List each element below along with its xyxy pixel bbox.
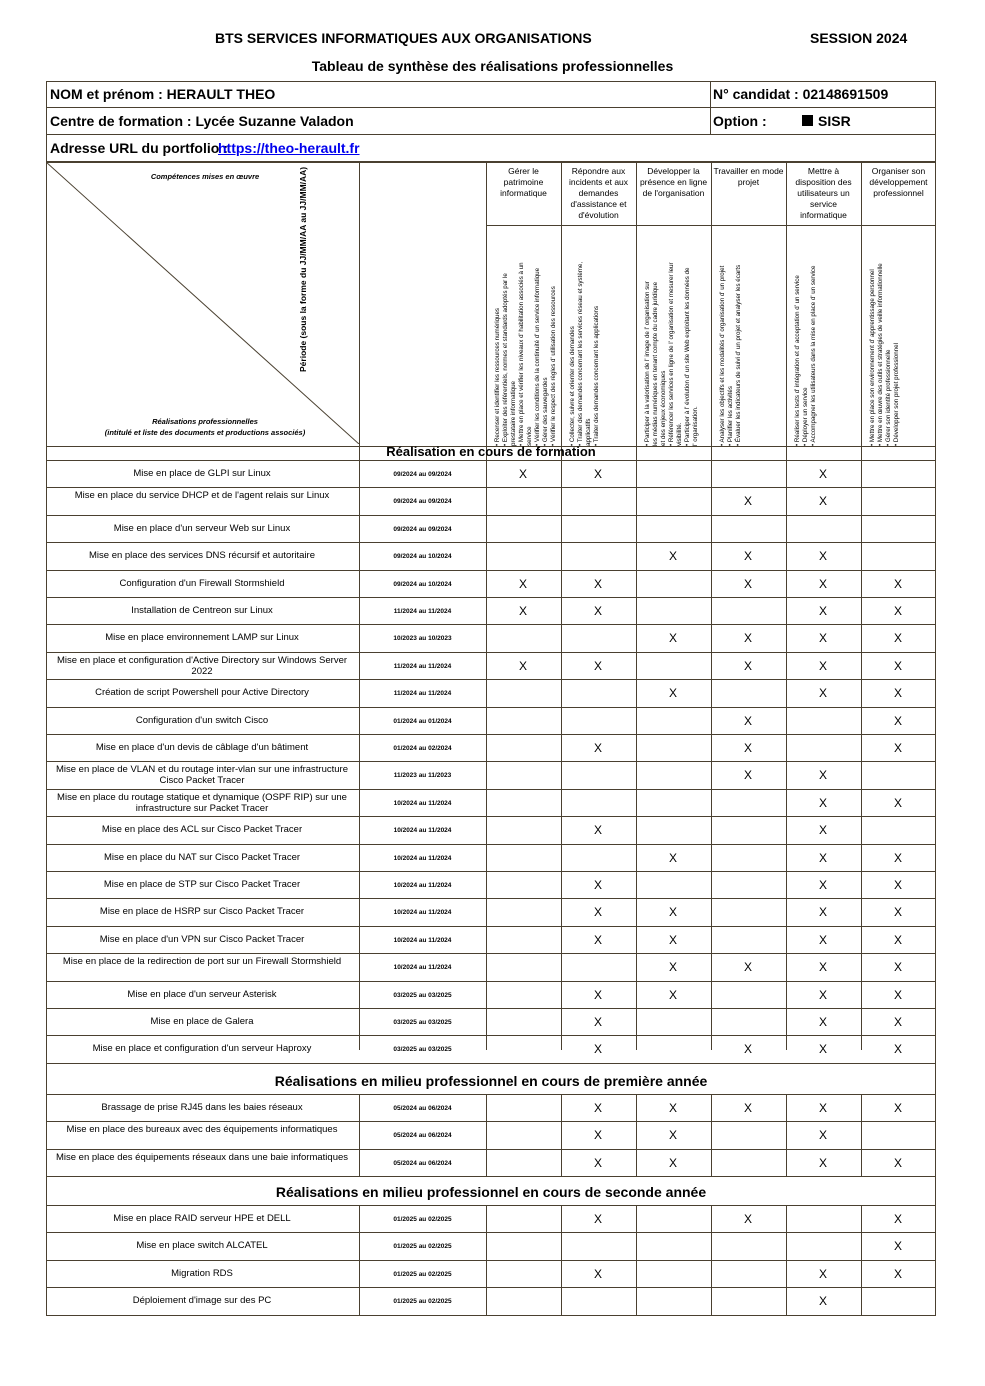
x-mark: X	[743, 549, 752, 564]
x-mark: X	[668, 549, 677, 564]
option-label: Option :	[713, 113, 767, 129]
row-label: Mise en place de GLPI sur Linux	[133, 468, 271, 479]
competence-title: Mettre à disposition des utilisateurs un service informatique	[795, 166, 852, 220]
row-period: 05/2024 au 06/2024	[393, 1132, 452, 1140]
row-line	[46, 816, 936, 817]
row-period: 05/2024 au 06/2024	[393, 1104, 452, 1112]
row-label: Mise en place et configuration d'Active Directory sur Windows Server 2022	[56, 654, 348, 677]
row-label: Configuration d'un switch Cisco	[135, 714, 269, 726]
section-line	[46, 1094, 936, 1095]
x-mark: X	[518, 576, 527, 591]
row-label: Mise en place de la redirection de port sur un Firewall Stormshield	[62, 956, 342, 968]
x-mark: X	[743, 494, 752, 509]
row-line	[46, 1008, 936, 1009]
candidate-number: N° candidat : 02148691509	[713, 86, 889, 102]
row-label: Mise en place de Galera	[150, 1016, 254, 1027]
row-period: 09/2024 au 09/2024	[393, 525, 452, 533]
x-mark: X	[593, 658, 602, 673]
x-mark: X	[818, 549, 827, 564]
competence-detail-line: • Traiter des demandes concernant les services réseau et système,	[577, 261, 584, 446]
competence-detail-line: prestataire informatique	[510, 380, 517, 446]
row-period: 01/2024 au 01/2024	[393, 717, 452, 725]
x-mark: X	[818, 960, 827, 975]
x-mark: X	[518, 604, 527, 618]
competence-title: Organiser son développement professionnel	[869, 166, 928, 198]
row-line	[46, 981, 936, 982]
row-label: Mise en place et configuration d'un serveur Haproxy	[92, 1043, 312, 1055]
row-period: 10/2024 au 11/2024	[393, 882, 452, 889]
info-separator	[710, 81, 711, 135]
x-mark: X	[593, 467, 602, 481]
row-label: Mise en place des équipements réseaux dans une baie informatiques	[55, 1151, 349, 1163]
row-period: 03/2025 au 03/2025	[393, 1019, 452, 1026]
x-mark: X	[818, 795, 827, 810]
x-mark: X	[593, 1042, 602, 1057]
competence-detail-line: applicatifs	[585, 418, 592, 446]
x-mark: X	[818, 631, 827, 646]
x-mark: X	[668, 987, 677, 1002]
competence-detail-line: • Vérifier les conditions de la continuité d' un service informatique	[534, 267, 541, 446]
competence-detail-line: • Accompagner les utilisateurs dans la mise en place d' un service	[810, 265, 817, 446]
x-mark: X	[743, 1212, 752, 1226]
row-label: Mise en place de HSRP sur Cisco Packet Tracer	[99, 906, 305, 918]
row-label: Mise en place du routage statique et dynamique (OSPF RIP) sur une infrastructure sur Packet Tracer	[57, 791, 347, 814]
x-mark: X	[743, 631, 752, 646]
x-mark: X	[593, 741, 602, 755]
row-period: 10/2024 au 11/2024	[393, 964, 452, 972]
x-mark: X	[743, 1042, 752, 1057]
x-mark: X	[893, 686, 902, 701]
competence-details	[569, 232, 601, 446]
row-label: Brassage de prise RJ45 dans les baies réseaux	[101, 1101, 303, 1113]
row-label: Migration RDS	[171, 1267, 233, 1279]
row-period: 01/2025 au 02/2025	[393, 1243, 452, 1251]
x-mark: X	[818, 494, 827, 509]
session-label: SESSION 2024	[810, 30, 908, 46]
section-title: Réalisation en cours de formation	[386, 446, 596, 459]
row-line	[46, 1315, 936, 1316]
x-mark: X	[818, 576, 827, 591]
x-mark: X	[818, 467, 827, 481]
row-period: 10/2024 au 11/2024	[393, 827, 452, 835]
row-period: 09/2024 au 09/2024	[393, 498, 452, 506]
row-line	[46, 953, 936, 954]
row-line	[46, 679, 936, 680]
row-label: Mise en place de VLAN et du routage inter-vlan sur une infrastructure Cisco Packet Tracer	[55, 764, 349, 787]
realisations-sublabel: (intitulé et liste des documents et productions associés)	[104, 428, 306, 437]
x-mark: X	[818, 905, 827, 920]
x-mark: X	[893, 631, 902, 646]
x-mark: X	[593, 823, 602, 838]
row-label: Mise en place des ACL sur Cisco Packet Tracer	[101, 824, 303, 836]
competence-detail-line: • Évaluer les indicateurs de suivi d' un projet et analyser les écarts	[735, 264, 742, 446]
competence-details	[719, 232, 743, 446]
x-mark: X	[818, 987, 827, 1002]
competence-detail-line: • Mettre en œuvre des outils et stratégies de veille informationnelle	[877, 263, 884, 446]
x-mark: X	[743, 768, 752, 783]
x-mark: X	[893, 878, 902, 892]
competences-label: Compétences mises en œuvre	[150, 172, 260, 181]
row-period: 01/2025 au 02/2025	[393, 1270, 452, 1278]
competence-detail-line: l' organisation.	[692, 406, 699, 446]
x-mark: X	[743, 576, 752, 591]
x-mark: X	[668, 686, 677, 701]
row-line	[46, 570, 936, 571]
competence-title: Gérer le patrimoine informatique	[500, 166, 547, 198]
realisations-label: Réalisations professionnelles	[152, 417, 258, 426]
row-label: Mise en place d'un serveur Web sur Linux	[113, 522, 291, 534]
section-line	[46, 1205, 936, 1206]
row-line	[46, 542, 936, 543]
competence-title: Travailler en mode projet	[713, 166, 784, 187]
portfolio-link[interactable]: https://theo-herault.fr	[218, 140, 360, 156]
x-mark: X	[818, 1042, 827, 1057]
x-mark: X	[593, 878, 602, 892]
competence-details	[794, 232, 818, 446]
x-mark: X	[893, 576, 902, 591]
document-subtitle: Tableau de synthèse des réalisations professionnelles	[311, 58, 674, 74]
row-line	[46, 652, 936, 653]
x-mark: X	[518, 658, 527, 673]
row-label: Mise en place de STP sur Cisco Packet Tracer	[103, 879, 301, 890]
row-period: 01/2025 au 02/2025	[393, 1298, 452, 1306]
competence-column-line	[486, 1094, 487, 1176]
row-label: Mise en place des bureaux avec des équipements informatiques	[66, 1124, 338, 1136]
row-line	[46, 844, 936, 845]
row-label: Création de script Powershell pour Active Directory	[95, 687, 309, 699]
row-period: 10/2024 au 11/2024	[393, 854, 452, 862]
x-mark: X	[893, 960, 902, 975]
row-label: Mise en place du NAT sur Cisco Packet Tracer	[103, 851, 301, 863]
competence-detail-line: • Planifier les activités	[727, 386, 734, 446]
row-period: 01/2024 au 02/2024	[393, 745, 452, 752]
x-mark: X	[818, 1155, 827, 1170]
row-line	[46, 1149, 936, 1150]
x-mark: X	[593, 1266, 602, 1281]
row-line	[46, 1260, 936, 1261]
x-mark: X	[893, 850, 902, 865]
x-mark: X	[593, 987, 602, 1002]
row-period: 10/2024 au 11/2024	[393, 799, 452, 807]
competence-detail-line: • Participer à l' évolution d' un site Web exploitant les données de	[684, 267, 691, 446]
row-line	[46, 1063, 936, 1064]
row-period: 10/2023 au 10/2023	[393, 635, 452, 643]
competence-detail-line: • Recenser et identifier les ressources numériques	[494, 307, 501, 446]
row-period: 11/2023 au 11/2023	[393, 772, 452, 780]
header-diagonal	[46, 162, 359, 444]
x-mark: X	[593, 1015, 602, 1029]
competence-title: Développer la présence en ligne de l'organisation	[639, 166, 708, 198]
competence-detail-line: • Référencer les services en ligne de l' organisation et mesurer leur	[668, 262, 675, 446]
x-mark: X	[593, 905, 602, 920]
competence-detail-line: • Analyser les objectifs et les modalités d' organisation d' un projet	[719, 265, 726, 446]
row-period: 10/2024 au 11/2024	[393, 936, 452, 944]
x-mark: X	[818, 686, 827, 701]
x-mark: X	[818, 850, 827, 865]
x-mark: X	[668, 631, 677, 646]
row-period: 09/2024 au 09/2024	[393, 471, 452, 478]
competence-column-line	[711, 162, 712, 1050]
competence-detail-line: • Collecter, suivre et orienter des demandes	[569, 326, 576, 446]
x-mark: X	[893, 795, 902, 810]
x-mark: X	[593, 576, 602, 591]
x-mark: X	[593, 932, 602, 947]
x-mark: X	[593, 1128, 602, 1143]
x-mark: X	[893, 987, 902, 1002]
competence-detail-line: • Gérer son identité professionnelle	[885, 349, 892, 446]
row-label: Mise en place environnement LAMP sur Linux	[105, 632, 299, 644]
x-mark: X	[893, 1100, 902, 1115]
competence-detail-line: et des enjeux économiques	[660, 370, 667, 446]
x-mark: X	[818, 604, 827, 618]
x-mark: X	[818, 1294, 827, 1309]
x-mark: X	[743, 960, 752, 975]
x-mark: X	[668, 850, 677, 865]
row-label: Mise en place RAID serveur HPE et DELL	[113, 1213, 291, 1224]
row-period: 11/2024 au 11/2024	[393, 662, 452, 670]
row-period: 10/2024 au 11/2024	[393, 909, 452, 917]
x-mark: X	[893, 1212, 902, 1226]
row-line	[46, 624, 936, 625]
x-mark: X	[668, 932, 677, 947]
x-mark: X	[893, 741, 902, 755]
row-line	[46, 871, 936, 872]
row-line	[46, 761, 936, 762]
row-period: 03/2025 au 03/2025	[393, 1046, 452, 1054]
row-period: 05/2024 au 06/2024	[393, 1159, 452, 1167]
x-mark: X	[668, 1155, 677, 1170]
row-label: Déploiement d'image sur des PC	[132, 1295, 272, 1307]
x-mark: X	[818, 1128, 827, 1143]
row-line	[46, 898, 936, 899]
row-line	[46, 597, 936, 598]
x-mark: X	[668, 1100, 677, 1115]
row-line	[46, 926, 936, 927]
x-mark: X	[818, 932, 827, 947]
row-line	[46, 1035, 936, 1036]
row-label: Mise en place du service DHCP et de l'agent relais sur Linux	[74, 490, 330, 502]
x-mark: X	[818, 1015, 827, 1029]
option-value: SISR	[818, 113, 851, 129]
row-line	[46, 789, 936, 790]
row-line	[46, 734, 936, 735]
row-line	[46, 515, 936, 516]
row-label: Installation de Centreon sur Linux	[131, 605, 273, 616]
competence-detail-line: service	[526, 426, 533, 446]
row-period: 09/2024 au 10/2024	[393, 580, 452, 588]
x-mark: X	[593, 1100, 602, 1115]
competence-detail-line: • Mettre en place son environnement d' apprentissage personnel	[869, 269, 876, 446]
x-mark: X	[518, 467, 527, 481]
row-period: 11/2024 au 11/2024	[393, 608, 452, 615]
competence-detail-line: • Traiter des demandes concernant les applications	[593, 305, 600, 446]
row-period: 09/2024 au 10/2024	[393, 553, 452, 561]
row-label: Mise en place des services DNS récursif et autoritaire	[89, 550, 315, 562]
x-mark: X	[593, 604, 602, 618]
document-title: BTS SERVICES INFORMATIQUES AUX ORGANISATIONS	[215, 30, 592, 46]
competence-detail-line: • Développer son projet professionnel	[893, 343, 900, 446]
portfolio-label: Adresse URL du portfolio :	[50, 140, 228, 156]
option-checkbox	[802, 115, 813, 126]
row-label: Mise en place d'un VPN sur Cisco Packet Tracer	[99, 933, 305, 945]
x-mark: X	[893, 1015, 902, 1029]
x-mark: X	[668, 905, 677, 920]
competence-detail-line: • Réaliser les tests d' intégration et d' acceptation d' un service	[794, 275, 801, 446]
x-mark: X	[743, 1100, 752, 1115]
x-mark: X	[818, 658, 827, 673]
row-line	[46, 1121, 936, 1122]
x-mark: X	[893, 658, 902, 673]
row-line	[46, 1287, 936, 1288]
x-mark: X	[893, 713, 902, 728]
x-mark: X	[668, 1128, 677, 1143]
competence-title: Répondre aux incidents et aux demandes d'assistance et d'évolution	[568, 166, 629, 220]
x-mark: X	[818, 1266, 827, 1281]
row-line	[46, 1232, 936, 1233]
training-center: Centre de formation : Lycée Suzanne Valadon	[50, 113, 354, 129]
candidate-name: NOM et prénom : HERAULT THEO	[50, 86, 276, 102]
competence-detail-line: les médias numériques en tenant compte du cadre juridique	[652, 281, 659, 446]
x-mark: X	[893, 604, 902, 618]
row-label: Mise en place switch ALCATEL	[136, 1240, 268, 1252]
header-top-line	[46, 162, 936, 163]
portfolio-row	[46, 135, 936, 162]
x-mark: X	[818, 768, 827, 783]
x-mark: X	[893, 1155, 902, 1170]
competence-detail-line: • Déployer un service	[802, 387, 809, 446]
row-label: Configuration d'un Firewall Stormshield	[119, 577, 285, 589]
row-label: Mise en place d'un serveur Asterisk	[127, 988, 277, 1000]
x-mark: X	[818, 878, 827, 892]
row-line	[46, 487, 936, 488]
x-mark: X	[818, 823, 827, 838]
section-line	[46, 460, 936, 461]
row-period: 01/2025 au 02/2025	[393, 1216, 452, 1223]
competence-details	[869, 232, 901, 446]
x-mark: X	[668, 960, 677, 975]
competence-detail-line: • Gérer des sauvegardes	[542, 377, 549, 446]
period-header: Période (sous la forme du JJ/MM/AA au JJ/MM/AA)	[298, 166, 308, 372]
row-label: Mise en place d'un devis de câblage d'un bâtiment	[95, 742, 309, 753]
x-mark: X	[893, 932, 902, 947]
x-mark: X	[893, 1042, 902, 1057]
x-mark: X	[893, 905, 902, 920]
row-period: 03/2025 au 03/2025	[393, 991, 452, 999]
row-line	[46, 707, 936, 708]
label-column-line	[359, 162, 360, 1050]
x-mark: X	[893, 1239, 902, 1254]
competence-detail-line: • Exploiter des référentiels, normes et standards adoptés par le	[502, 273, 509, 446]
section-title: Réalisations en milieu professionnel en cours de seconde année	[275, 1184, 707, 1200]
candidate-name-row	[46, 81, 936, 108]
competence-detail-line: visibilité.	[676, 422, 683, 446]
competence-details	[644, 232, 700, 446]
training-center-row	[46, 108, 936, 135]
x-mark: X	[593, 1212, 602, 1226]
x-mark: X	[743, 713, 752, 728]
competence-detail-line: • Vérifier le respect des règles d' utilisation des ressources	[550, 286, 557, 446]
x-mark: X	[893, 1266, 902, 1281]
row-period: 11/2024 au 11/2024	[393, 690, 452, 698]
x-mark: X	[593, 1155, 602, 1170]
x-mark: X	[818, 1100, 827, 1115]
competence-details	[494, 232, 558, 446]
section-title: Réalisations en milieu professionnel en cours de première année	[274, 1072, 708, 1089]
competence-detail-line: • Participer à la valorisation de l' image de l' organisation sur	[644, 281, 651, 446]
row-line	[46, 1176, 936, 1177]
competence-detail-line: • Mettre en place et vérifier les niveaux d' habilitation associés à un	[518, 262, 525, 446]
x-mark: X	[743, 658, 752, 673]
x-mark: X	[743, 741, 752, 755]
